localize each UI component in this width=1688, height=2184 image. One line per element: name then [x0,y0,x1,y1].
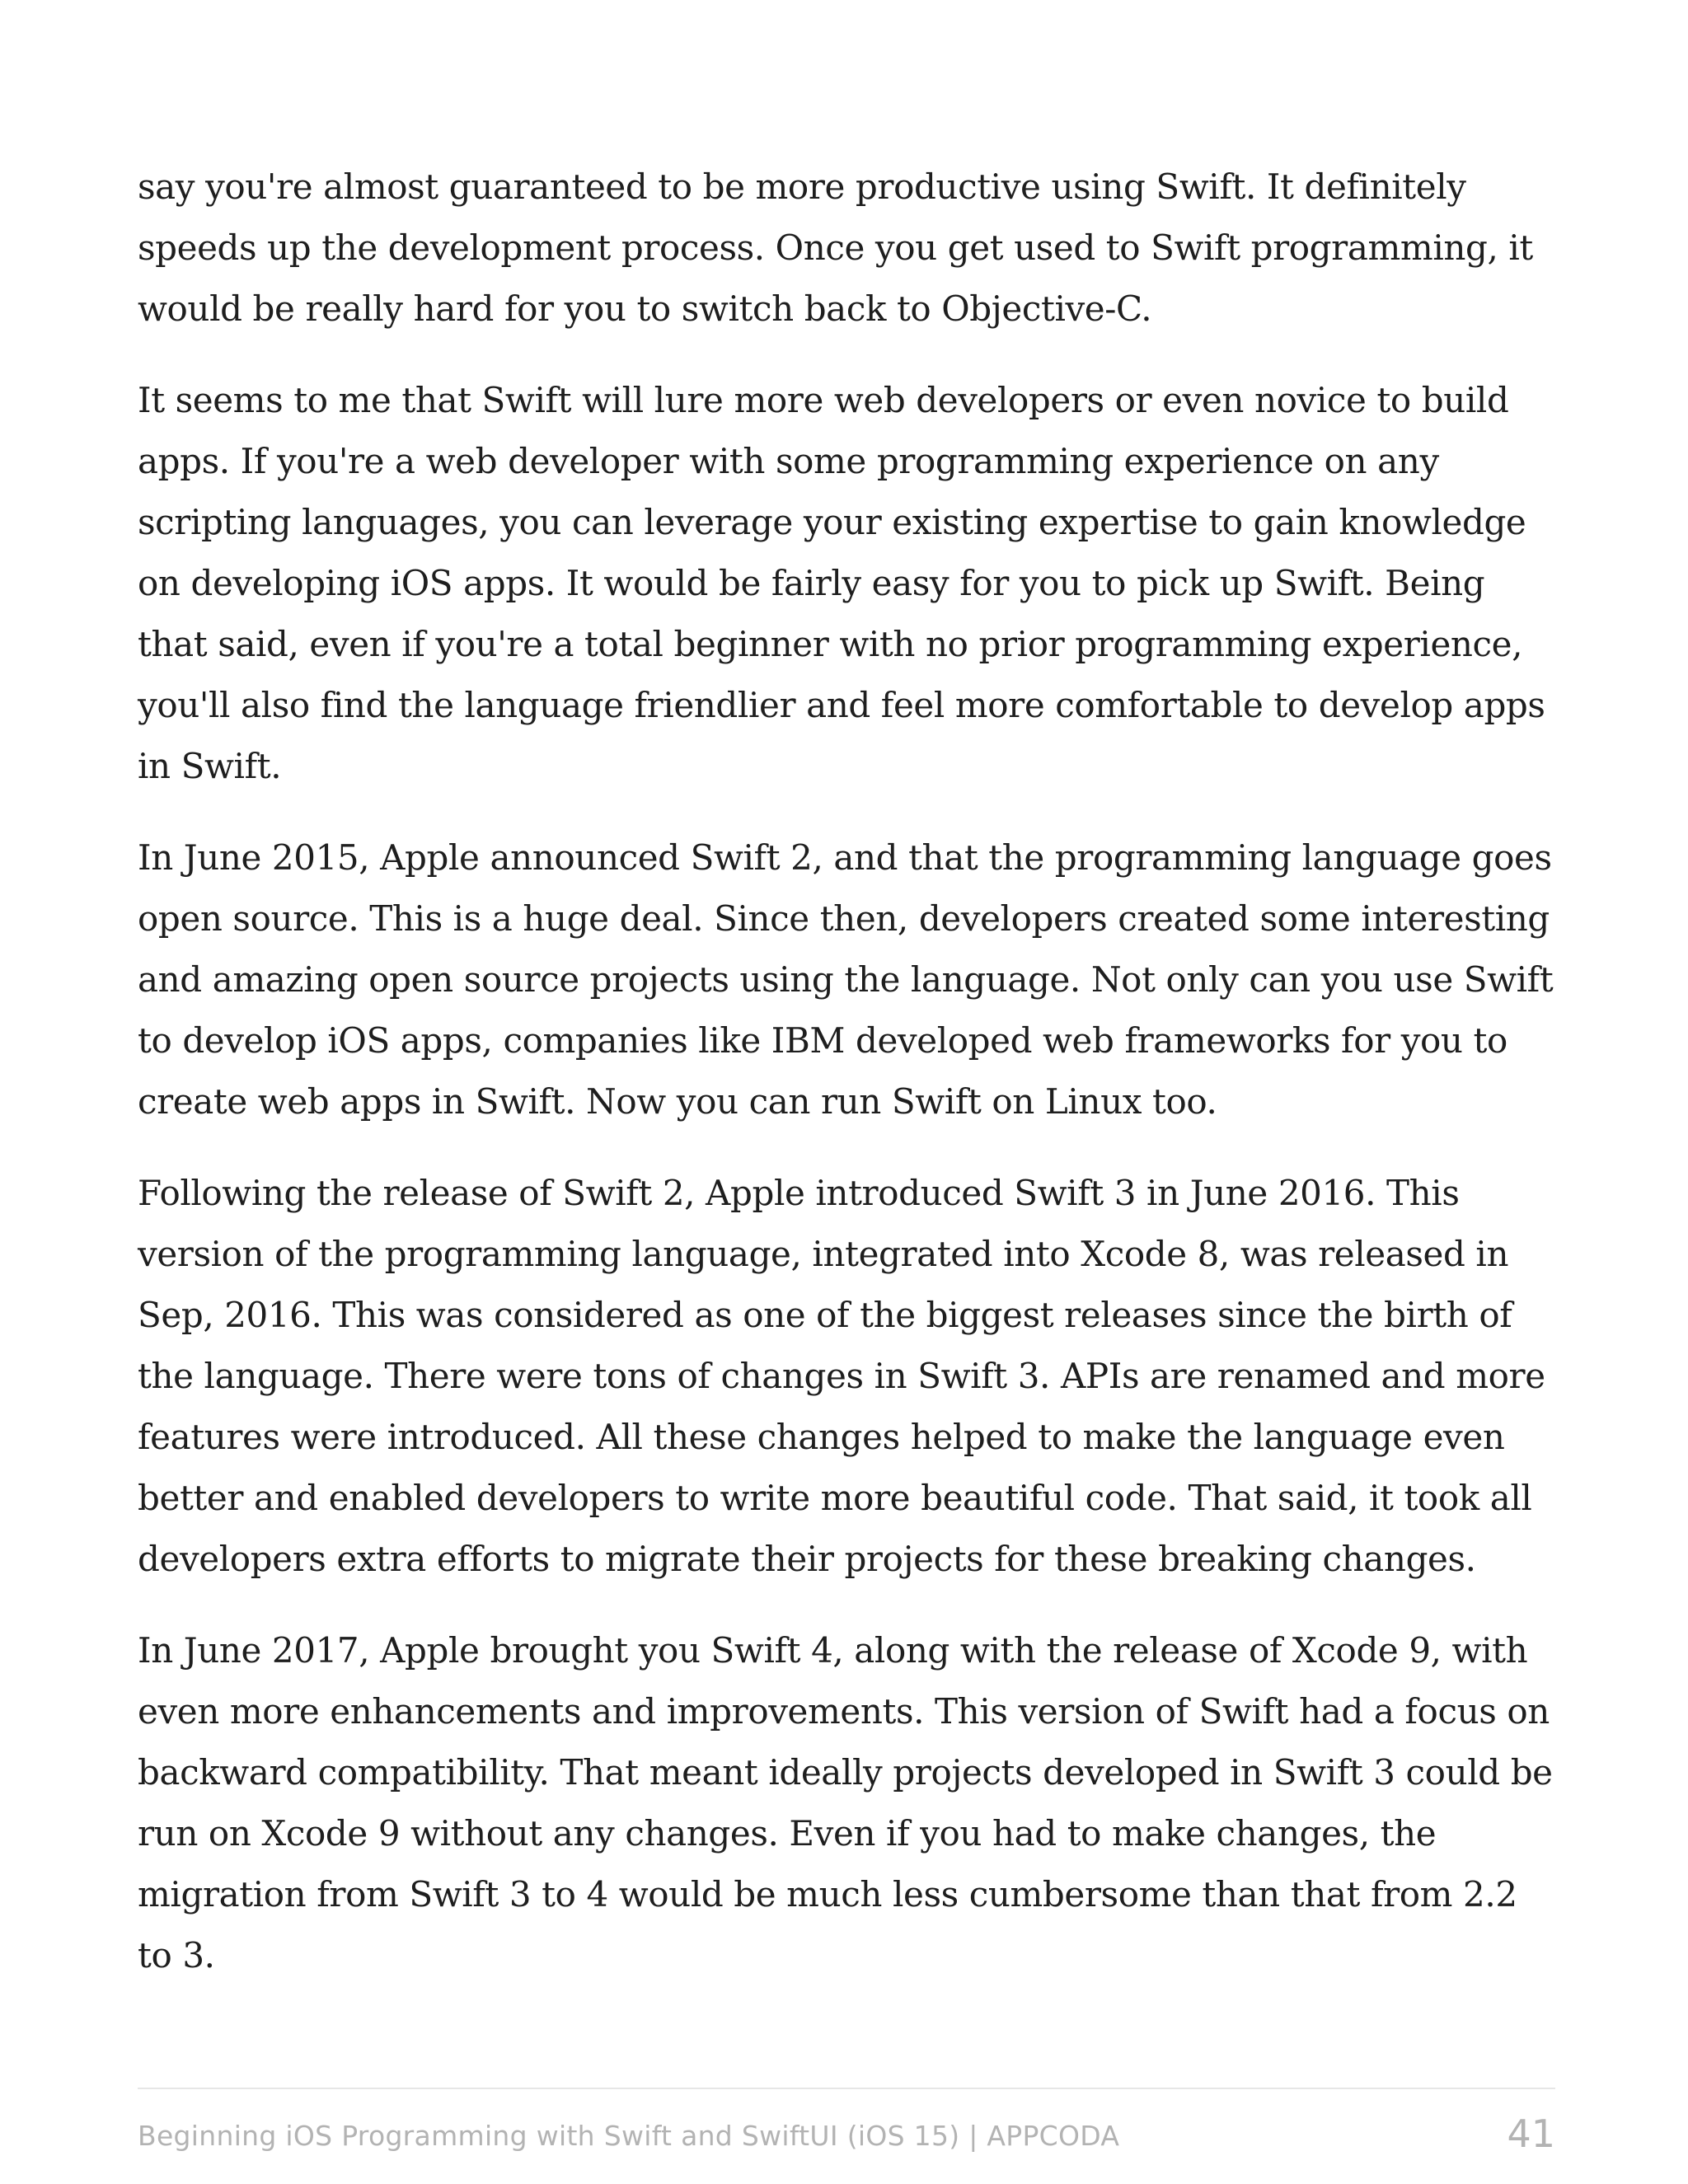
paragraph: It seems to me that Swift will lure more web developers or even novice to build apps. If you're a web developer with some programming experience on any scripting languages, you can leverage your existing expertise to gain knowledge on developing iOS apps. It would be fairly easy for you to pick up Swift. Being that said, even if you're a total beginner with no prior programming experience, you'll also find the language friendlier and feel more comfortable to develop apps in Swift. [138,380,1545,786]
paragraph: In June 2017, Apple brought you Swift 4, along with the release of Xcode 9, with even more enhancements and improvements. This version of Swift had a focus on backward compatibility. That meant ideally projects developed in Swift 3 could be run on Xcode 9 without any changes. Even if you had to make changes, the migration from Swift 3 to 4 would be much less cumbersome than that from 2.2 to 3. [138,1630,1553,1975]
paragraph: In June 2015, Apple announced Swift 2, and that the programming language goes open source. This is a huge deal. Since then, developers created some interesting and amazing open source projects using the language. Not only can you use Swift to develop iOS apps, companies like IBM developed web frameworks for you to create web apps in Swift. Now you can run Swift on Linux too. [138,837,1554,1122]
footer-book-title: Beginning iOS Programming with Swift and SwiftUI (iOS 15) | APPCODA [138,2120,1120,2152]
paragraph: Following the release of Swift 2, Apple introduced Swift 3 in June 2016. This version of the programming language, integrated into Xcode 8, was released in Sep, 2016. This was considered as one of the biggest releases since the birth of the language. There were tons of changes in Swift 3. APIs are renamed and more features were introduced. All these changes helped to make the language even better and enabled developers to write more beautiful code. That said, it took all developers extra efforts to migrate their projects for these breaking changes. [138,1173,1545,1579]
footer-divider [138,2088,1555,2089]
body-text [138,157,1555,2017]
paragraph: say you're almost guaranteed to be more productive using Swift. It definitely speeds up the development process. Once you get used to Swift programming, it would be really hard for you to switch back to Objective-C. [138,166,1533,329]
page-number: 41 [1507,2111,1555,2156]
